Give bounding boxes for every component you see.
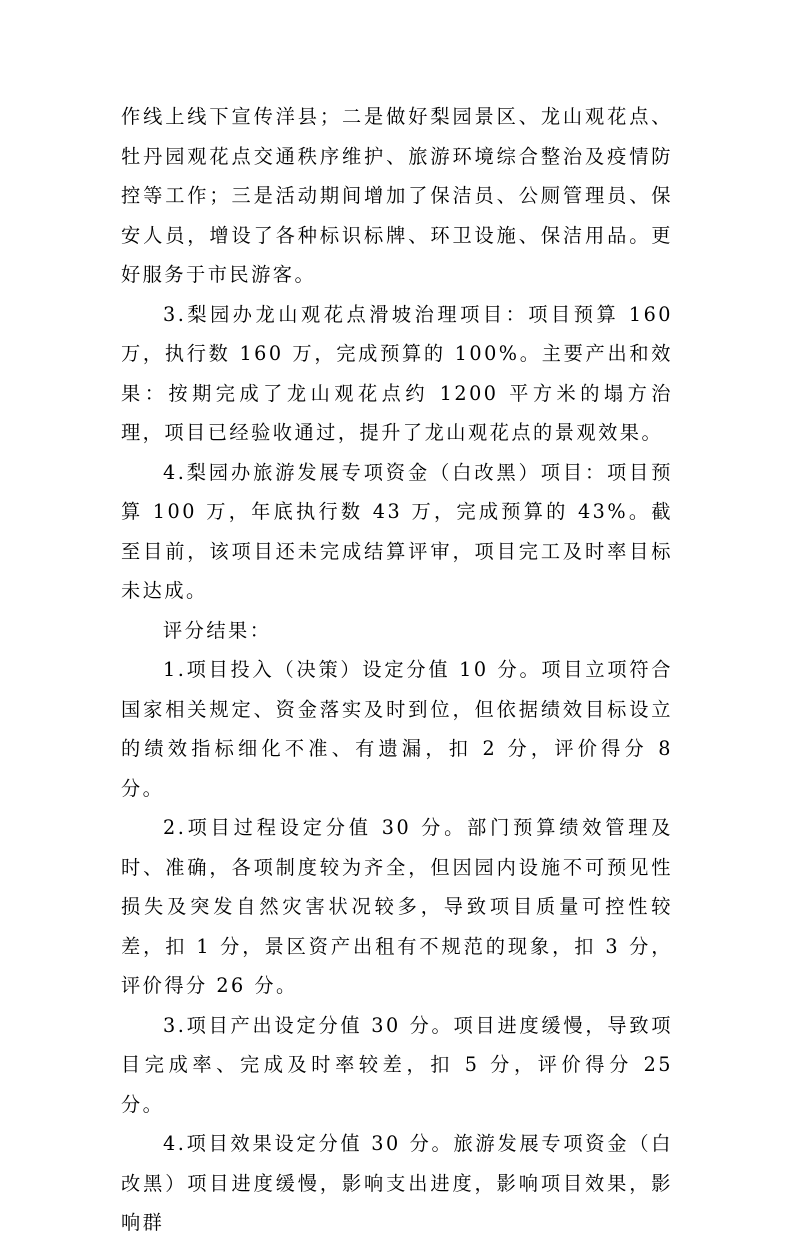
paragraph-project-4: 4.梨园办旅游发展专项资金（白改黑）项目：项目预算 100 万，年底执行数 43 万，完成预算的 43%。截至目前，该项目还未完成结算评审，项目完工及时率目标未达成。 [121, 460, 673, 602]
paragraph-score-2: 2.项目过程设定分值 30 分。部门预算绩效管理及时、准确，各项制度较为齐全，但因园内设施不可预见性损失及突发自然灾害状况较多，导致项目质量可控性较差，扣 1 分，景区资产出租有不规范的现象，扣 3 分，评价得分 26 分。 [121, 816, 673, 997]
scoring-heading: 评分结果： [163, 618, 272, 642]
paragraph-project-3: 3.梨园办龙山观花点滑坡治理项目：项目预算 160 万，执行数 160 万，完成预算的 100%。主要产出和效果：按期完成了龙山观花点约 1200 平方米的塌方治理，项目已经验收通过，提升了龙山观花点的景观效果。 [121, 302, 673, 444]
paragraph-score-3: 3.项目产出设定分值 30 分。项目进度缓慢，导致项目完成率、完成及时率较差，扣 5 分，评价得分 25 分。 [121, 1013, 673, 1116]
paragraph-score-4: 4.项目效果设定分值 30 分。旅游发展专项资金（白改黑）项目进度缓慢，影响支出进度，影响项目效果，影响群 [121, 1132, 673, 1234]
paragraph-continuation: 作线上线下宣传洋县；二是做好梨园景区、龙山观花点、牡丹园观花点交通秩序维护、旅游环境综合整治及疫情防控等工作；三是活动期间增加了保洁员、公厕管理员、保安人员，增设了各种标识标牌、环卫设施、保洁用品。更好服务于市民游客。 [121, 105, 673, 286]
document-body [121, 97, 673, 1243]
paragraph-score-1: 1.项目投入（决策）设定分值 10 分。项目立项符合国家相关规定、资金落实及时到位，但依据绩效目标设立的绩效指标细化不准、有遗漏，扣 2 分，评价得分 8 分。 [121, 658, 673, 800]
